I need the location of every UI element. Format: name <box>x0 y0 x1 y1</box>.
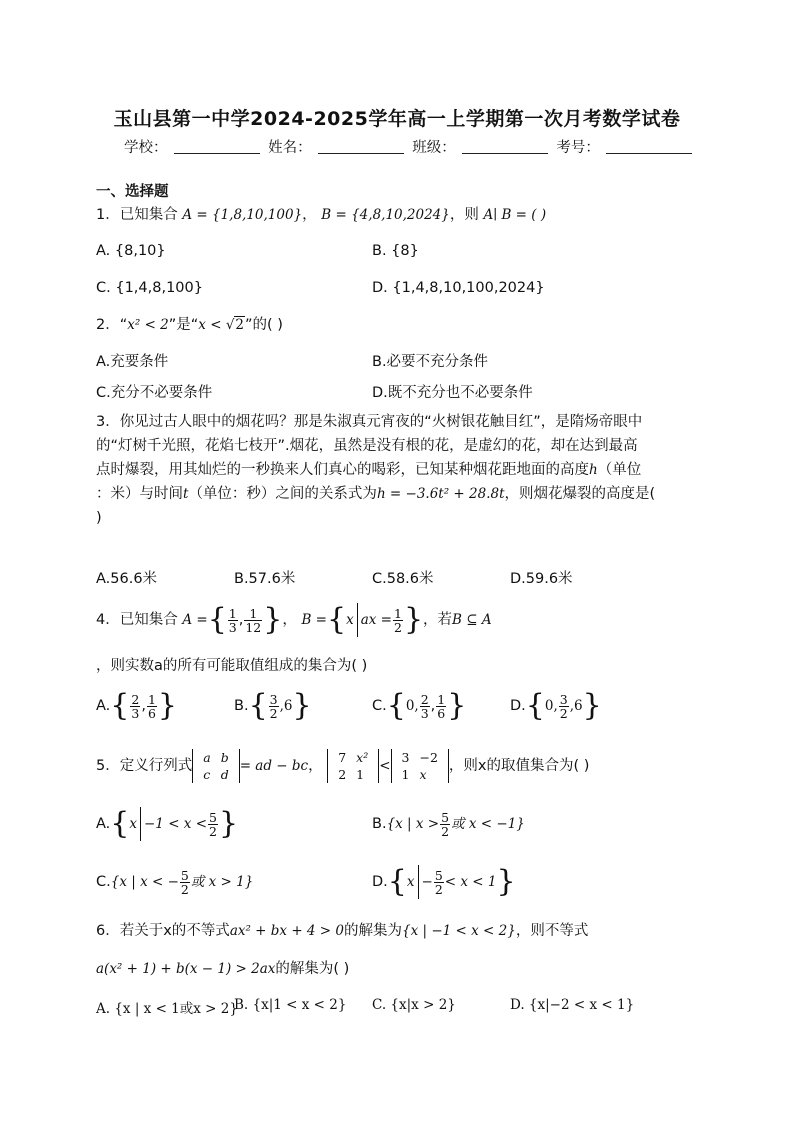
q3-option-a[interactable]: A.56.6米 <box>96 571 158 587</box>
school-blank[interactable] <box>174 139 260 154</box>
q5-option-b[interactable]: B.{x | x > $\frac{5}{2}$ 或 x < −1} <box>372 809 525 839</box>
q3-line-1: 3．你见过古人眼中的烟花吗？那是朱淑真元宵夜的“火树银花触目红”，是隋炀帝眼中 <box>96 414 643 430</box>
q5-option-a[interactable]: A.{x −1 < x < $\frac{5}{2}$ } <box>96 806 239 841</box>
q1-option-b[interactable]: B. {8} <box>372 243 419 259</box>
q2-option-b[interactable]: B.必要不充分条件 <box>372 354 489 370</box>
q3-line-2: 的“灯树千光照，花焰七枝开”.烟花，虽然是没有根的花，是虚幻的花，却在达到最高 <box>96 438 638 454</box>
q6-solution-set: {x | −1 < x < 2} <box>402 923 516 939</box>
q2-stem-b: ”是“ <box>168 317 199 333</box>
q2-option-a[interactable]: A.充要条件 <box>96 354 169 370</box>
q1-ask: ，则 <box>449 207 479 223</box>
school-label: 学校： <box>124 140 168 156</box>
q1-set-b: B = {4,8,10,2024} <box>321 207 450 223</box>
q4-relation: B ⊆ A <box>452 612 492 628</box>
q5-stem: 5．定义行列式 <box>96 758 193 774</box>
q4-option-c[interactable]: C.{0, $\frac{2}{3}$ , $\frac{1}{6}$ } <box>372 688 467 723</box>
q4-option-a[interactable]: A.{ $\frac{2}{3}$ , $\frac{1}{6}$ } <box>96 688 177 723</box>
question-6: 6．若关于x的不等式ax² + bx + 4 > 0的解集为{x | −1 < x < 2}，则不等式 <box>96 923 589 939</box>
name-label: 姓名： <box>268 140 312 156</box>
q4-line-2: ，则实数a的所有可能取值组成的集合为( ) <box>96 658 368 674</box>
q6-target-inequality: a(x² + 1) + b(x − 1) > 2ax <box>96 961 276 977</box>
q2-condition-2: x < √2 <box>198 317 245 333</box>
q4-stem: 4．已知集合 <box>96 612 178 628</box>
section-heading: 一、选择题 <box>96 184 169 200</box>
q6-option-b[interactable]: B. {x|1 < x < 2} <box>234 997 347 1013</box>
question-3 <box>96 410 700 530</box>
q6-line-2: a(x² + 1) + b(x − 1) > 2ax的解集为( ) <box>96 961 350 977</box>
exam-title: 玉山县第一中学2024-2025学年高一上学期第一次月考数学试卷 <box>113 108 681 130</box>
q4-option-d[interactable]: D.{0, $\frac{3}{2}$ ,6} <box>510 688 602 723</box>
q3-line-5: ) <box>96 510 102 526</box>
q5-option-c[interactable]: C.{x | x < − $\frac{5}{2}$ 或 x > 1} <box>96 867 254 897</box>
q5-determinant-right: 3 −2 1 x <box>391 749 449 783</box>
class-label: 班级： <box>412 140 456 156</box>
q6-option-d[interactable]: D. {x|−2 < x < 1} <box>510 997 635 1013</box>
q3-line-3: 点时爆裂，用其灿烂的一秒换来人们真心的喝彩，已知某种烟花距地面的高度h（单位 <box>96 462 642 478</box>
q6-inequality: ax² + bx + 4 > 0 <box>229 923 345 939</box>
q3-option-b[interactable]: B.57.6米 <box>234 571 296 587</box>
question-4: 4．已知集合 A ={ $\frac{1}{3}$ , $\frac{1}{12}$ }， B ={x ax = $\frac{1}{2}$ }，若B ⊆ A <box>96 602 492 637</box>
name-blank[interactable] <box>318 139 404 154</box>
q1-stem: 1．已知集合 <box>96 207 178 223</box>
class-blank[interactable] <box>462 139 548 154</box>
number-label: 考号： <box>556 140 600 156</box>
question-5: 5．定义行列式 a b c d = ad − bc， 7 x² 2 1 < 3 −2 1 x ，则x的取值集合为( ) <box>96 750 590 782</box>
q6-option-a[interactable]: A. {x | x < 1或x > 2} <box>96 1001 238 1017</box>
q1-expression: A∣ B = ( ) <box>483 207 547 223</box>
q5-determinant-def: a b c d <box>192 749 239 783</box>
q1-set-a: A = {1,8,10,100} <box>182 207 303 223</box>
q3-option-d[interactable]: D.59.6米 <box>510 571 573 587</box>
q5-determinant-left: 7 x² 2 1 <box>327 749 379 783</box>
q3-line-4: ：米）与时间t（单位：秒）之间的关系式为h = −3.6t² + 28.8t，则烟花爆裂的高度是( <box>96 486 656 502</box>
q3-option-c[interactable]: C.58.6米 <box>372 571 434 587</box>
q2-stem-c: ”的( ) <box>245 317 283 333</box>
q3-formula: h = −3.6t² + 28.8t <box>376 486 505 502</box>
number-blank[interactable] <box>606 139 692 154</box>
q2-option-c[interactable]: C.充分不必要条件 <box>96 385 213 401</box>
question-2 <box>96 314 696 336</box>
q4-option-b[interactable]: B.{ $\frac{3}{2}$ ,6} <box>234 688 312 723</box>
q5-option-d[interactable]: D.{x − $\frac{5}{2}$ < x < 1} <box>372 864 516 899</box>
q6-option-c[interactable]: C. {x|x > 2} <box>372 997 456 1013</box>
question-1: 1．已知集合 A = {1,8,10,100}， B = {4,8,10,2024}，则 A∣ B = ( ) <box>96 207 547 223</box>
q1-option-d[interactable]: D. {1,4,8,10,100,2024} <box>372 280 545 296</box>
q2-stem-a: 2．“ <box>96 317 128 333</box>
q1-option-a[interactable]: A. {8,10} <box>96 243 166 259</box>
q2-option-d[interactable]: D.既不充分也不必要条件 <box>372 385 533 401</box>
student-info-line <box>124 136 696 157</box>
q1-option-c[interactable]: C. {1,4,8,100} <box>96 280 203 296</box>
q2-condition-1: x² < 2 <box>127 317 169 333</box>
